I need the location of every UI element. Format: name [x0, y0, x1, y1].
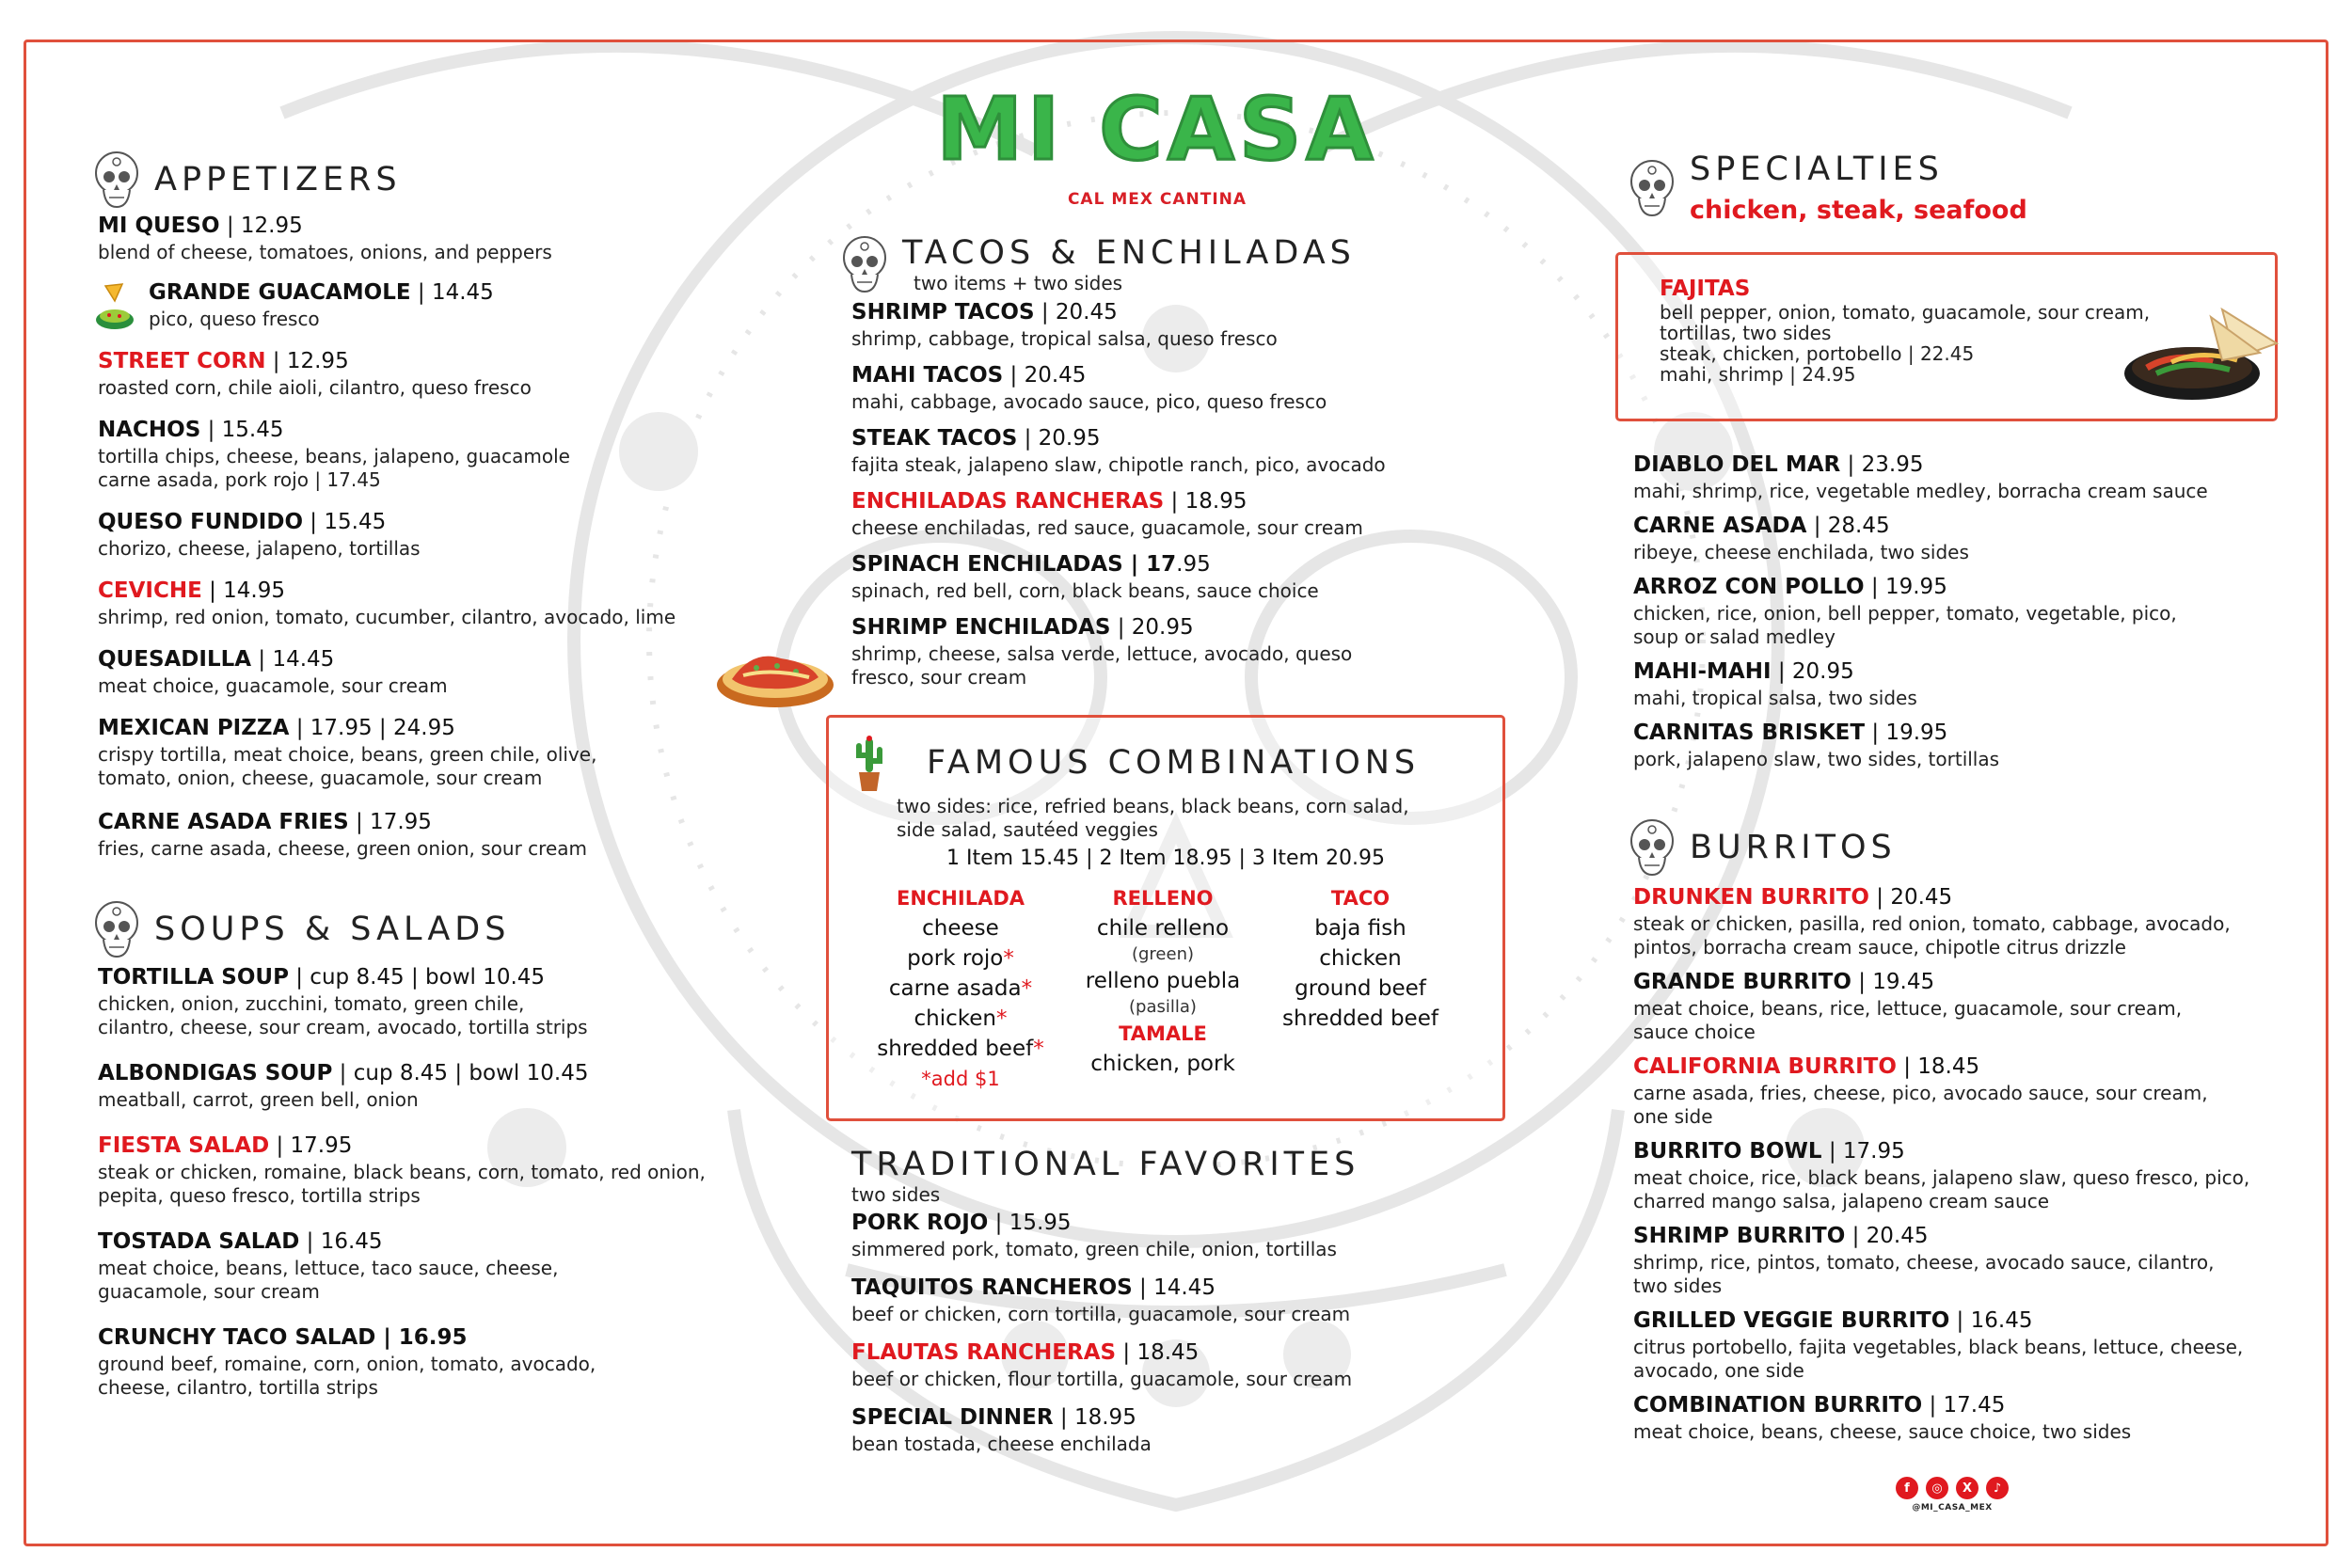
- item-name: MAHI-MAHI: [1633, 659, 1772, 684]
- menu-item-arroz-con-pollo: [1633, 574, 2311, 649]
- menu-item-grilled-veggie-burrito: [1633, 1307, 2305, 1383]
- item-name: CRUNCHY TACO SALAD | 16.95: [98, 1325, 468, 1350]
- appetizers-section: [92, 149, 770, 861]
- item-name: BURRITO BOWL: [1633, 1139, 1822, 1164]
- section-title: APPETIZERS: [154, 161, 402, 198]
- item-name: QUESO FUNDIDO: [98, 510, 303, 534]
- item-name: PORK ROJO: [851, 1211, 989, 1235]
- item-name: DIABLO DEL MAR: [1633, 452, 1841, 477]
- item-name: TORTILLA SOUP: [98, 965, 289, 990]
- item-description: shrimp, rice, pintos, tomato, cheese, avocado sauce, cilantro, two sides: [1633, 1251, 2215, 1297]
- menu-item-mexican-pizza: [98, 715, 770, 790]
- item-description: mahi, cabbage, avocado sauce, pico, queso fresco: [851, 390, 1327, 413]
- item-price: | 20.95: [1017, 426, 1101, 451]
- taco-option: baja fish: [1314, 916, 1406, 941]
- menu-item-carnitas-brisket: [1633, 720, 2311, 771]
- item-description: carne asada, fries, cheese, pico, avocado sauce, sour cream, one side: [1633, 1082, 2208, 1128]
- menu-item-mahi-mahi: [1633, 658, 2311, 710]
- item-description: fajita steak, jalapeno slaw, chipotle ranch, pico, avocado: [851, 453, 1386, 476]
- sugar-skull-icon: [1628, 816, 1677, 879]
- item-name: MEXICAN PIZZA: [98, 716, 290, 740]
- sugar-skull-icon: [92, 149, 141, 211]
- item-description: meat choice, beans, rice, lettuce, guacamole, sour cream, sauce choice: [1633, 997, 2183, 1043]
- soups-salads-section: [92, 898, 770, 1400]
- item-name: ARROZ CON POLLO: [1633, 575, 1865, 599]
- fajita-skillet-image: [2119, 302, 2279, 405]
- item-name: ENCHILADAS RANCHERAS: [851, 489, 1165, 514]
- add-note: *add $1: [921, 1068, 1000, 1090]
- enchilada-options: [866, 883, 1055, 1094]
- cactus-icon: [853, 735, 885, 793]
- item-description: steak or chicken, pasilla, red onion, tomato, cabbage, avocado, pintos, borracha cream sauce, chipotle citrus drizzle: [1633, 912, 2231, 958]
- item-price: | 14.45: [1132, 1275, 1216, 1300]
- item-name: SHRIMP BURRITO: [1633, 1224, 1846, 1248]
- enchilada-option: pork rojo*: [907, 946, 1014, 971]
- item-description: ground beef, romaine, corn, onion, tomato, avocado, cheese, cilantro, tortilla strips: [98, 1353, 596, 1399]
- item-price: | cup 8.45 | bowl 10.45: [288, 965, 546, 990]
- menu-item-pork-rojo: [851, 1210, 1510, 1261]
- menu-item-california-burrito: [1633, 1053, 2305, 1129]
- tacos-enchiladas-section: [840, 233, 1499, 689]
- item-name: MAHI TACOS: [851, 363, 1004, 388]
- taco-heading: TACO: [1330, 887, 1391, 910]
- item-name: SHRIMP ENCHILADAS: [851, 615, 1111, 640]
- item-description: cheese enchiladas, red sauce, guacamole, sour cream: [851, 516, 1363, 539]
- item-price: | 20.45: [1868, 885, 1953, 910]
- item-name: STREET CORN: [98, 349, 266, 373]
- menu-item-crunchy-taco-salad-16-95: [98, 1324, 770, 1400]
- section-title: SOUPS & SALADS: [154, 911, 511, 948]
- menu-item-fiesta-salad: [98, 1132, 770, 1208]
- menu-item-shrimp-tacos: [851, 299, 1499, 351]
- enchilada-option: cheese: [922, 916, 999, 941]
- item-description: tortilla chips, cheese, beans, jalapeno, guacamole carne asada, pork rojo | 17.45: [98, 445, 570, 491]
- restaurant-tagline: CAL MEX CANTINA: [1067, 190, 1248, 209]
- item-description: pico, queso fresco: [149, 308, 320, 330]
- item-price: | 16.45: [1949, 1308, 2033, 1333]
- item-name: CARNE ASADA: [1633, 514, 1807, 538]
- relleno-note: (pasilla): [1129, 997, 1197, 1017]
- enchilada-option: chicken*: [914, 1006, 1008, 1031]
- item-name: TOSTADA SALAD: [98, 1229, 300, 1254]
- x-icon[interactable]: X: [1956, 1477, 1979, 1499]
- item-price: | 19.45: [1851, 970, 1935, 994]
- item-price: | 12.95: [265, 349, 349, 373]
- menu-item-grande-burrito: [1633, 969, 2305, 1044]
- menu-item-shrimp-enchiladas: [851, 614, 1499, 689]
- specialties-section: [1628, 150, 2305, 225]
- item-price: | 12.95: [219, 214, 303, 238]
- menu-item-street-corn: [98, 348, 770, 400]
- menu-item-mi-queso: [98, 213, 770, 264]
- item-price: | 17.95: [1821, 1139, 1905, 1164]
- menu-item-drunken-burrito: [1633, 884, 2305, 959]
- menu-item-taquitos-rancheros: [851, 1275, 1510, 1326]
- item-name: SPECIAL DINNER: [851, 1405, 1054, 1430]
- item-description: simmered pork, tomato, green chile, onion, tortillas: [851, 1238, 1337, 1260]
- item-description: steak or chicken, romaine, black beans, corn, tomato, red onion, pepita, queso fresco, tortilla strips: [98, 1161, 706, 1207]
- menu-item-carne-asada-fries: [98, 809, 770, 861]
- item-price: | 20.95: [1771, 659, 1854, 684]
- item-description: fries, carne asada, cheese, green onion, sour cream: [98, 837, 587, 860]
- item-price: | 15.45: [200, 418, 284, 442]
- enchilada-plate-image: [715, 630, 835, 711]
- item-name: GRANDE GUACAMOLE: [149, 280, 411, 305]
- item-description: roasted corn, chile aioli, cilantro, queso fresco: [98, 376, 532, 399]
- item-name: FLAUTAS RANCHERAS: [851, 1340, 1117, 1365]
- tiktok-icon[interactable]: ♪: [1986, 1477, 2009, 1499]
- section-title: BURRITOS: [1690, 829, 1897, 866]
- sugar-skull-icon: [840, 233, 889, 295]
- section-title: TACOS & ENCHILADAS: [902, 234, 1356, 272]
- menu-item-combination-burrito: [1633, 1392, 2305, 1444]
- item-name: GRANDE BURRITO: [1633, 970, 1851, 994]
- item-description: citrus portobello, fajita vegetables, black beans, lettuce, cheese, avocado, one side: [1633, 1336, 2244, 1382]
- item-price: | 15.95: [988, 1211, 1072, 1235]
- item-description: crispy tortilla, meat choice, beans, green chile, olive, tomato, onion, cheese, guacamole, sour cream: [98, 743, 597, 789]
- menu-item-tostada-salad: [98, 1228, 770, 1304]
- item-name: CALIFORNIA BURRITO: [1633, 1054, 1897, 1079]
- item-price: .95: [1176, 552, 1211, 577]
- item-name: CEVICHE: [98, 578, 202, 603]
- item-description: beef or chicken, corn tortilla, guacamole, sour cream: [851, 1303, 1351, 1325]
- taco-option: ground beef: [1295, 976, 1426, 1001]
- item-description: ribeye, cheese enchilada, two sides: [1633, 541, 1969, 563]
- menu-item-nachos: [98, 417, 770, 492]
- item-description: meat choice, beans, lettuce, taco sauce, cheese, guacamole, sour cream: [98, 1257, 559, 1303]
- restaurant-name: MI CASA: [936, 79, 1378, 180]
- item-price: | 17.95 | 24.95: [289, 716, 455, 740]
- item-price: | 14.95: [201, 578, 286, 603]
- item-name: TAQUITOS RANCHEROS: [851, 1275, 1133, 1300]
- social-handle: @MI_CASA_MEX: [1912, 1503, 1993, 1513]
- item-price: | 20.95: [1110, 615, 1194, 640]
- menu-item-carne-asada: [1633, 513, 2311, 564]
- item-name: NACHOS: [98, 418, 201, 442]
- fajitas-desc: bell pepper, onion, tomato, guacamole, sour cream, tortillas, two sides steak, chicken, portobello | 22.45 mahi, shrimp | 24.95: [1660, 301, 2151, 386]
- tamale-heading: TAMALE: [1119, 1022, 1207, 1045]
- item-description: blend of cheese, tomatoes, onions, and peppers: [98, 241, 552, 263]
- section-title: FAMOUS COMBINATIONS: [927, 744, 1421, 782]
- section-title: TRADITIONAL FAVORITES: [851, 1146, 1360, 1183]
- item-description: spinach, red bell, corn, black beans, sauce choice: [851, 579, 1319, 602]
- menu-item-spinach-enchiladas-17: [851, 551, 1499, 603]
- social-links: [1886, 1477, 2018, 1513]
- item-description: chicken, rice, onion, bell pepper, tomato, vegetable, pico, soup or salad medley: [1633, 602, 2177, 648]
- item-name: ALBONDIGAS SOUP: [98, 1061, 333, 1085]
- item-price: | 18.95: [1053, 1405, 1136, 1430]
- item-name: MI QUESO: [98, 214, 220, 238]
- item-name: DRUNKEN BURRITO: [1633, 885, 1869, 910]
- item-price: | 18.45: [1896, 1054, 1980, 1079]
- item-price: | 17.95: [348, 810, 432, 834]
- instagram-icon[interactable]: ◎: [1926, 1477, 1948, 1499]
- item-description: mahi, shrimp, rice, vegetable medley, borracha cream sauce: [1633, 480, 2208, 502]
- taco-option: chicken: [1319, 946, 1402, 971]
- item-price: | 19.95: [1865, 721, 1948, 745]
- item-description: shrimp, cheese, salsa verde, lettuce, avocado, queso fresco, sour cream: [851, 642, 1353, 689]
- enchilada-option: carne asada*: [888, 976, 1033, 1001]
- item-price: | 16.45: [299, 1229, 383, 1254]
- menu-item-burrito-bowl: [1633, 1138, 2305, 1213]
- item-description: meat choice, rice, black beans, jalapeno slaw, queso fresco, pico, charred mango salsa, jalapeno cream sauce: [1633, 1166, 2250, 1212]
- item-name: COMBINATION BURRITO: [1633, 1393, 1923, 1418]
- relleno-options: [1069, 883, 1257, 1079]
- facebook-icon[interactable]: f: [1896, 1477, 1918, 1499]
- item-name: SHRIMP TACOS: [851, 300, 1035, 325]
- item-description: beef or chicken, flour tortilla, guacamole, sour cream: [851, 1368, 1353, 1390]
- taco-option: shredded beef: [1282, 1006, 1438, 1031]
- item-price: | 20.45: [1003, 363, 1087, 388]
- item-price: | 23.95: [1840, 452, 1924, 477]
- item-name: STEAK TACOS: [851, 426, 1018, 451]
- relleno-heading: RELLENO: [1112, 887, 1214, 910]
- brand-header: [894, 79, 1421, 209]
- item-description: pork, jalapeno slaw, two sides, tortillas: [1633, 748, 2000, 770]
- item-description: chicken, onion, zucchini, tomato, green chile, cilantro, cheese, sour cream, avocado, tortilla strips: [98, 992, 588, 1038]
- taco-options: [1266, 883, 1454, 1034]
- item-price: | 19.95: [1864, 575, 1947, 599]
- item-price: | 28.45: [1806, 514, 1890, 538]
- menu-item-steak-tacos: [851, 425, 1499, 477]
- menu-item-mahi-tacos: [851, 362, 1499, 414]
- specialties-list: [1633, 451, 2311, 771]
- item-name: SPINACH ENCHILADAS | 17: [851, 552, 1177, 577]
- guacamole-icon: [94, 280, 135, 337]
- item-description: mahi, tropical salsa, two sides: [1633, 687, 1917, 709]
- enchilada-option: shredded beef*: [877, 1037, 1044, 1061]
- sugar-skull-icon: [92, 898, 141, 960]
- item-price: | 14.45: [410, 280, 494, 305]
- item-description: bean tostada, cheese enchilada: [851, 1433, 1152, 1455]
- item-price: | 15.45: [303, 510, 387, 534]
- tamale-option: chicken, pork: [1090, 1052, 1235, 1076]
- item-price: | 20.45: [1845, 1224, 1929, 1248]
- item-name: GRILLED VEGGIE BURRITO: [1633, 1308, 1950, 1333]
- menu-item-quesadilla: [98, 646, 770, 698]
- fajitas-box: [1615, 252, 2278, 421]
- burritos-section: [1628, 816, 2305, 1444]
- fajitas-name: FAJITAS: [1660, 277, 1751, 301]
- enchilada-heading: ENCHILADA: [896, 887, 1025, 910]
- item-price: | 20.45: [1034, 300, 1118, 325]
- item-description: shrimp, cabbage, tropical salsa, queso fresco: [851, 327, 1278, 350]
- relleno-option: relleno puebla: [1085, 969, 1241, 993]
- traditional-favorites-section: [851, 1146, 1510, 1456]
- menu-item-grande-guacamole: [98, 279, 770, 331]
- section-subtitle: chicken, steak, seafood: [1690, 196, 2027, 225]
- sugar-skull-icon: [1628, 157, 1677, 219]
- combo-prices: 1 Item 15.45 | 2 Item 18.95 | 3 Item 20.95: [946, 847, 1385, 870]
- item-name: QUESADILLA: [98, 647, 252, 672]
- section-subtitle: two items + two sides: [914, 272, 1123, 294]
- menu-item-shrimp-burrito: [1633, 1223, 2305, 1298]
- menu-item-queso-fundido: [98, 509, 770, 561]
- item-price: | 18.45: [1116, 1340, 1200, 1365]
- menu-item-diablo-del-mar: [1633, 451, 2311, 503]
- item-name: CARNITAS BRISKET: [1633, 721, 1866, 745]
- item-price: | 17.95: [269, 1133, 353, 1158]
- section-title: SPECIALTIES: [1690, 150, 1944, 188]
- item-name: CARNE ASADA FRIES: [98, 810, 349, 834]
- item-description: meat choice, beans, cheese, sauce choice, two sides: [1633, 1420, 2132, 1443]
- menu-item-albondigas-soup: [98, 1060, 770, 1112]
- item-price: | cup 8.45 | bowl 10.45: [332, 1061, 589, 1085]
- menu-item-enchiladas-rancheras: [851, 488, 1499, 540]
- item-name: FIESTA SALAD: [98, 1133, 270, 1158]
- menu-item-special-dinner: [851, 1404, 1510, 1456]
- section-subtitle: two sides: [851, 1183, 941, 1206]
- relleno-note: (green): [1131, 944, 1195, 964]
- famous-combinations-box: [826, 715, 1505, 1121]
- relleno-option: chile relleno: [1096, 916, 1230, 941]
- item-description: meatball, carrot, green bell, onion: [98, 1088, 419, 1111]
- combo-sides: two sides: rice, refried beans, black beans, corn salad, side salad, sautéed veggies: [897, 795, 1409, 841]
- item-price: | 14.45: [251, 647, 335, 672]
- item-description: shrimp, red onion, tomato, cucumber, cilantro, avocado, lime: [98, 606, 676, 628]
- menu-item-tortilla-soup: [98, 964, 770, 1039]
- item-price: | 18.95: [1164, 489, 1248, 514]
- menu-item-flautas-rancheras: [851, 1339, 1510, 1391]
- menu-item-ceviche: [98, 578, 770, 629]
- item-price: | 17.45: [1922, 1393, 2006, 1418]
- item-description: chorizo, cheese, jalapeno, tortillas: [98, 537, 421, 560]
- item-description: meat choice, guacamole, sour cream: [98, 674, 448, 697]
